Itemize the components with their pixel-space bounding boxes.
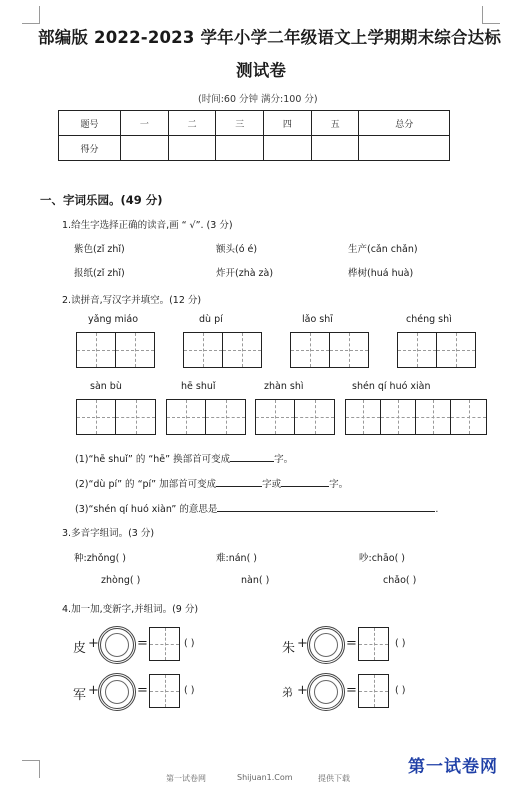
q2-sub2 bbox=[75, 476, 348, 490]
answer-blank[interactable] bbox=[217, 503, 435, 512]
writing-grid[interactable] bbox=[345, 399, 487, 435]
q3-item[interactable]: zhòng( ) bbox=[101, 575, 141, 586]
answer-paren[interactable]: ( ) bbox=[395, 685, 406, 696]
char-di: 弟 bbox=[282, 686, 293, 699]
writing-grid[interactable] bbox=[290, 332, 369, 368]
pinyin-label: dù pí bbox=[199, 314, 223, 325]
writing-grid[interactable] bbox=[255, 399, 335, 435]
equals-sign: = bbox=[346, 636, 357, 651]
question-2-prompt: 2.读拼音,写汉字并填空。(12 分) bbox=[62, 295, 202, 306]
table-cell: 三 bbox=[216, 111, 264, 136]
pinyin-label: hē shuǐ bbox=[181, 381, 216, 392]
q2-sub2-text: (2)“dù pí” 的 “pí” 加部首可变成 bbox=[75, 479, 217, 490]
pinyin-label: zhàn shì bbox=[264, 381, 304, 392]
answer-box[interactable] bbox=[149, 627, 180, 661]
q2-sub1 bbox=[75, 451, 293, 465]
page-title-line2: 测试卷 bbox=[236, 61, 287, 80]
q2-sub2-end: 字。 bbox=[329, 479, 349, 490]
answer-box[interactable] bbox=[149, 674, 180, 708]
q1-item[interactable]: 额头(ó é) bbox=[216, 244, 258, 255]
equals-sign: = bbox=[137, 683, 148, 698]
answer-box[interactable] bbox=[358, 627, 389, 661]
q3-item[interactable]: nàn( ) bbox=[241, 575, 270, 586]
writing-grid[interactable] bbox=[76, 332, 155, 368]
pinyin-label: shén qí huó xiàn bbox=[352, 381, 431, 392]
crop-mark-top-left bbox=[22, 6, 40, 24]
crop-mark-top-right bbox=[482, 6, 500, 24]
table-cell: 四 bbox=[264, 111, 312, 136]
plus-sign: + bbox=[297, 636, 308, 651]
table-cell: 总分 bbox=[359, 111, 450, 136]
answer-paren[interactable]: ( ) bbox=[395, 638, 406, 649]
question-3-prompt: 3.多音字组词。(3 分) bbox=[62, 528, 155, 539]
crop-mark-bottom-left bbox=[22, 760, 40, 778]
q2-sub2-mid: 字或 bbox=[262, 479, 282, 490]
q1-item[interactable]: 桦树(huá huà) bbox=[348, 268, 414, 279]
footer-left: 第一试卷网 bbox=[166, 774, 206, 783]
blank-circle[interactable] bbox=[307, 673, 345, 711]
writing-grid[interactable] bbox=[76, 399, 156, 435]
q1-item[interactable]: 报纸(zǐ zhǐ) bbox=[74, 268, 125, 279]
pinyin-label: lǎo shī bbox=[302, 314, 333, 325]
blank-circle[interactable] bbox=[98, 673, 136, 711]
writing-grid[interactable] bbox=[397, 332, 476, 368]
pinyin-label: sàn bù bbox=[90, 381, 122, 392]
table-row bbox=[59, 111, 450, 136]
pinyin-label: yǎng miáo bbox=[88, 314, 139, 325]
exam-info: (时间:60 分钟 满分:100 分) bbox=[198, 94, 318, 105]
footer-site: Shijuan1.Com bbox=[237, 773, 293, 782]
table-cell: 题号 bbox=[59, 111, 121, 136]
answer-box[interactable] bbox=[358, 674, 389, 708]
q1-item[interactable]: 炸开(zhà zà) bbox=[216, 268, 274, 279]
q1-item[interactable]: 紫色(zǐ zhǐ) bbox=[74, 244, 125, 255]
equals-sign: = bbox=[346, 683, 357, 698]
equals-sign: = bbox=[137, 636, 148, 651]
q2-sub1-end: 字。 bbox=[274, 454, 294, 465]
answer-paren[interactable]: ( ) bbox=[184, 638, 195, 649]
writing-grid[interactable] bbox=[166, 399, 246, 435]
q3-item[interactable]: chǎo( ) bbox=[383, 575, 417, 586]
table-row bbox=[59, 136, 450, 161]
answer-blank[interactable] bbox=[281, 478, 329, 487]
page-title: 部编版 2022-2023 学年小学二年级语文上学期期末综合达标 bbox=[38, 28, 502, 47]
question-4-prompt: 4.加一加,变新字,并组词。(9 分) bbox=[62, 604, 199, 615]
score-input-cell[interactable] bbox=[359, 136, 450, 161]
char-pi: 皮 bbox=[73, 641, 87, 656]
question-1-prompt: 1.给生字选择正确的读音,画 “ √”. (3 分) bbox=[62, 220, 233, 231]
score-input-cell[interactable] bbox=[311, 136, 359, 161]
q3-item[interactable]: 难:nán( ) bbox=[216, 553, 257, 564]
brand-logo: 第一试卷网 bbox=[408, 757, 498, 777]
q2-sub3 bbox=[75, 501, 438, 515]
score-input-cell[interactable] bbox=[264, 136, 312, 161]
q1-item[interactable]: 生产(cǎn chǎn) bbox=[348, 244, 418, 255]
score-input-cell[interactable] bbox=[168, 136, 216, 161]
writing-grid[interactable] bbox=[183, 332, 262, 368]
plus-sign: + bbox=[88, 636, 99, 651]
score-input-cell[interactable] bbox=[121, 136, 169, 161]
answer-blank[interactable] bbox=[216, 478, 262, 487]
plus-sign: + bbox=[88, 683, 99, 698]
section-title: 一、字词乐园。(49 分) bbox=[40, 193, 163, 207]
plus-sign: + bbox=[297, 683, 308, 698]
char-jun: 军 bbox=[73, 688, 87, 703]
q3-item[interactable]: 吵:chāo( ) bbox=[359, 553, 406, 564]
score-input-cell[interactable] bbox=[216, 136, 264, 161]
q2-sub1-text: (1)“hē shuǐ” 的 “hē” 换部首可变成 bbox=[75, 454, 231, 465]
score-table bbox=[58, 110, 450, 161]
blank-circle[interactable] bbox=[98, 626, 136, 664]
answer-paren[interactable]: ( ) bbox=[184, 685, 195, 696]
footer-right: 提供下载 bbox=[318, 774, 350, 783]
table-cell: 一 bbox=[121, 111, 169, 136]
char-zhu: 朱 bbox=[282, 641, 296, 656]
blank-circle[interactable] bbox=[307, 626, 345, 664]
answer-blank[interactable] bbox=[230, 453, 274, 462]
table-cell: 二 bbox=[168, 111, 216, 136]
q3-item[interactable]: 种:zhǒng( ) bbox=[74, 553, 127, 564]
q2-sub3-text: (3)“shén qí huó xiàn” 的意思是 bbox=[75, 504, 218, 515]
q2-sub3-end: . bbox=[435, 504, 439, 515]
table-cell: 五 bbox=[311, 111, 359, 136]
pinyin-label: chéng shì bbox=[406, 314, 452, 325]
table-cell: 得分 bbox=[59, 136, 121, 161]
